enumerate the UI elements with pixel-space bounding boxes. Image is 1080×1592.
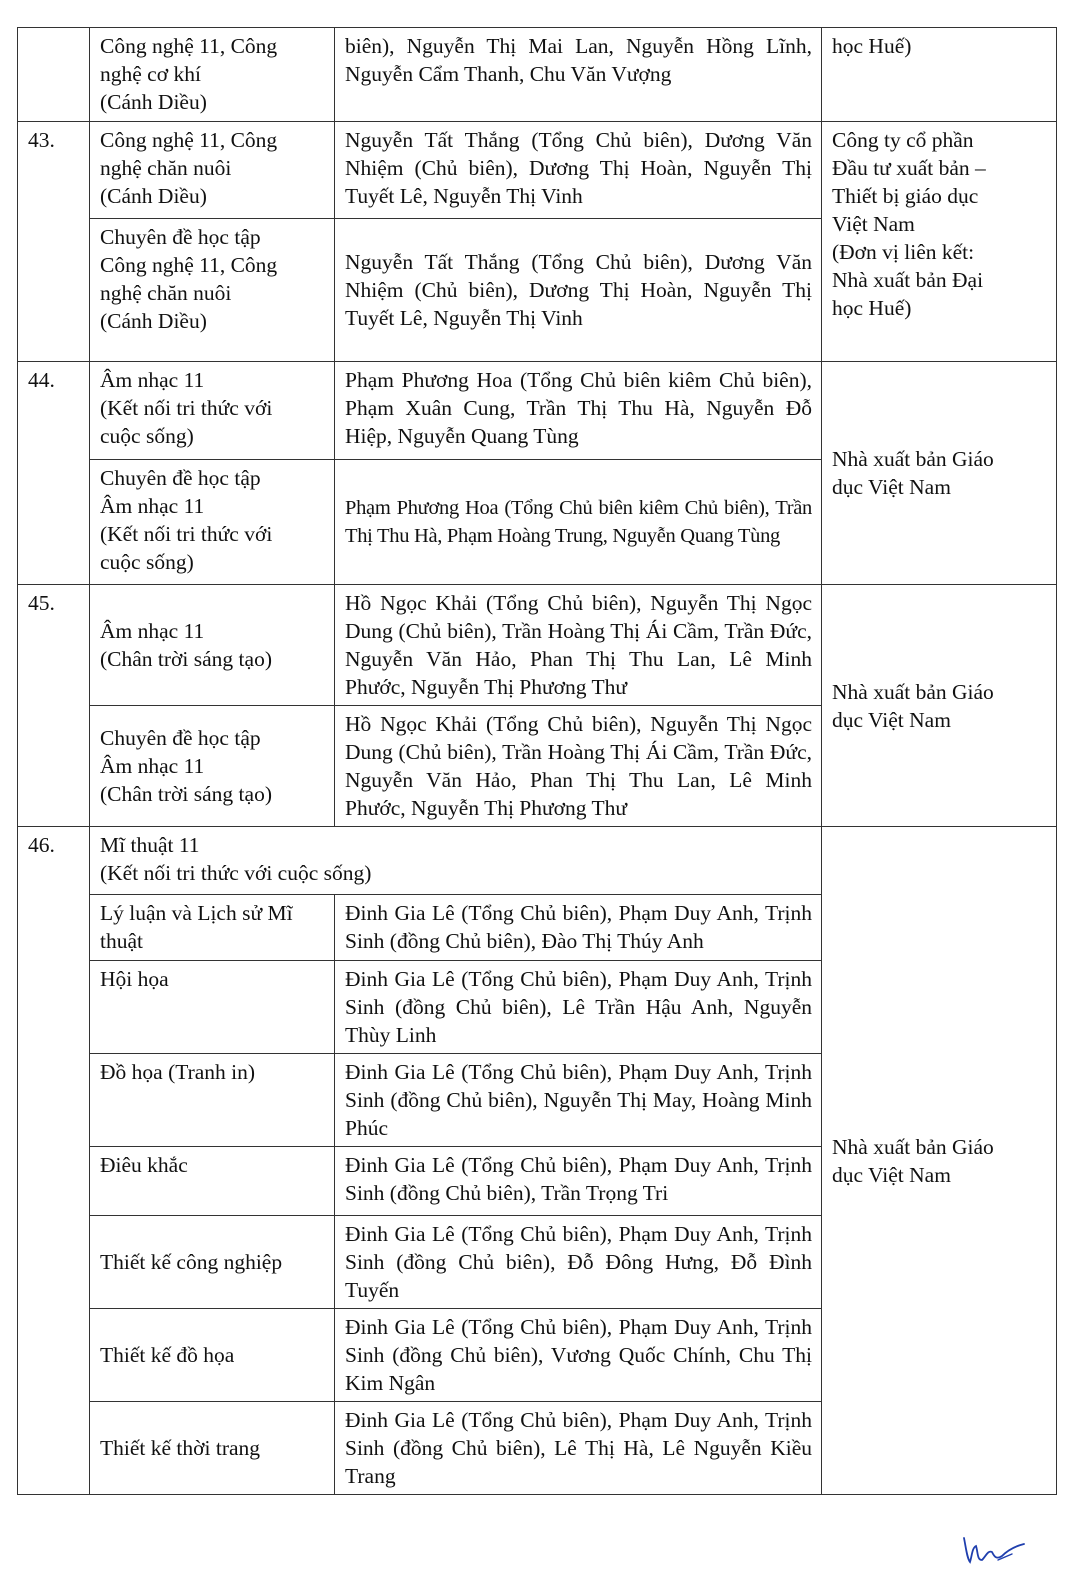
authors: Đinh Gia Lê (Tổng Chủ biên), Phạm Duy Anh, Trịnh Sinh (đồng Chủ biên), Vương Quốc Chính, Chu Thị Kim Ngân xyxy=(335,1309,822,1402)
row-number: 46. xyxy=(18,827,90,1495)
table-row-44 xyxy=(18,362,1057,460)
authors: Đinh Gia Lê (Tổng Chủ biên), Phạm Duy Anh, Trịnh Sinh (đồng Chủ biên), Trần Trọng Tri xyxy=(335,1147,822,1216)
table-row-46 xyxy=(18,827,1057,895)
authors: Đinh Gia Lê (Tổng Chủ biên), Phạm Duy Anh, Trịnh Sinh (đồng Chủ biên), Lê Thị Hà, Lê Nguyễn Kiều Trang xyxy=(335,1402,822,1495)
sub-book-title: Thiết kế thời trang xyxy=(90,1402,335,1495)
sub-book-title: Hội họa xyxy=(90,961,335,1054)
authors: Nguyễn Tất Thắng (Tổng Chủ biên), Dương Văn Nhiệm (Chủ biên), Dương Thị Hoàn, Nguyễn Thị Tuyết Lê, Nguyễn Thị Vinh xyxy=(335,219,822,362)
book-title: Âm nhạc 11 (Chân trời sáng tạo) xyxy=(90,585,335,706)
authors: Đinh Gia Lê (Tổng Chủ biên), Phạm Duy Anh, Trịnh Sinh (đồng Chủ biên), Nguyễn Thị May, Hoàng Minh Phúc xyxy=(335,1054,822,1147)
sub-book-title: Đồ họa (Tranh in) xyxy=(90,1054,335,1147)
publisher: Nhà xuất bản Giáo dục Việt Nam xyxy=(822,827,1057,1495)
sub-book-title: Lý luận và Lịch sử Mĩ thuật xyxy=(90,895,335,961)
authors: Nguyễn Tất Thắng (Tổng Chủ biên), Dương Văn Nhiệm (Chủ biên), Dương Thị Hoàn, Nguyễn Thị Tuyết Lê, Nguyễn Thị Vinh xyxy=(335,122,822,219)
sub-book-title: Thiết kế đồ họa xyxy=(90,1309,335,1402)
row-number: 45. xyxy=(18,585,90,827)
row-number: 43. xyxy=(18,122,90,362)
publisher: học Huế) xyxy=(822,28,1057,122)
book-title: Chuyên đề học tập Âm nhạc 11 (Kết nối tri thức với cuộc sống) xyxy=(90,460,335,585)
textbook-table xyxy=(17,27,1057,1495)
authors: Hồ Ngọc Khải (Tổng Chủ biên), Nguyễn Thị Ngọc Dung (Chủ biên), Trần Hoàng Thị Ái Cầm, Trần Đức, Nguyễn Văn Hảo, Phan Thị Thu Lan, Lê Minh Phước, Nguyễn Thị Phương Thư xyxy=(335,585,822,706)
authors: Đinh Gia Lê (Tổng Chủ biên), Phạm Duy Anh, Trịnh Sinh (đồng Chủ biên), Đỗ Đông Hưng, Đỗ Đình Tuyến xyxy=(335,1216,822,1309)
publisher: Nhà xuất bản Giáo dục Việt Nam xyxy=(822,585,1057,827)
publisher: Nhà xuất bản Giáo dục Việt Nam xyxy=(822,362,1057,585)
signature-initial xyxy=(958,1530,1028,1570)
sub-book-title: Điêu khắc xyxy=(90,1147,335,1216)
table-row-45 xyxy=(18,585,1057,706)
book-title: Âm nhạc 11 (Kết nối tri thức với cuộc sống) xyxy=(90,362,335,460)
authors: Phạm Phương Hoa (Tổng Chủ biên kiêm Chủ biên), Phạm Xuân Cung, Trần Thị Thu Hà, Nguyễn Đỗ Hiệp, Nguyễn Quang Tùng xyxy=(335,362,822,460)
authors: Hồ Ngọc Khải (Tổng Chủ biên), Nguyễn Thị Ngọc Dung (Chủ biên), Trần Hoàng Thị Ái Cầm, Trần Đức, Nguyễn Văn Hảo, Phan Thị Thu Lan, Lê Minh Phước, Nguyễn Thị Phương Thư xyxy=(335,706,822,827)
row-number-cell xyxy=(18,28,90,122)
book-title: Chuyên đề học tập Công nghệ 11, Công nghệ chăn nuôi (Cánh Diều) xyxy=(90,219,335,362)
authors: Phạm Phương Hoa (Tổng Chủ biên kiêm Chủ biên), Trần Thị Thu Hà, Phạm Hoàng Trung, Nguyễn Quang Tùng xyxy=(335,460,822,585)
book-title: Mĩ thuật 11 (Kết nối tri thức với cuộc sống) xyxy=(90,827,822,895)
authors: Đinh Gia Lê (Tổng Chủ biên), Phạm Duy Anh, Trịnh Sinh (đồng Chủ biên), Đào Thị Thúy Anh xyxy=(335,895,822,961)
publisher: Công ty cổ phần Đầu tư xuất bản – Thiết bị giáo dục Việt Nam (Đơn vị liên kết: Nhà xuất bản Đại học Huế) xyxy=(822,122,1057,362)
table-row-continued xyxy=(18,28,1057,122)
book-title: Chuyên đề học tập Âm nhạc 11 (Chân trời sáng tạo) xyxy=(90,706,335,827)
book-title: Công nghệ 11, Công nghệ cơ khí (Cánh Diều) xyxy=(90,28,335,122)
authors: Đinh Gia Lê (Tổng Chủ biên), Phạm Duy Anh, Trịnh Sinh (đồng Chủ biên), Lê Trần Hậu Anh, Nguyễn Thùy Linh xyxy=(335,961,822,1054)
book-title: Công nghệ 11, Công nghệ chăn nuôi (Cánh Diều) xyxy=(90,122,335,219)
row-number: 44. xyxy=(18,362,90,585)
sub-book-title: Thiết kế công nghiệp xyxy=(90,1216,335,1309)
authors: biên), Nguyễn Thị Mai Lan, Nguyễn Hồng Lĩnh, Nguyễn Cẩm Thanh, Chu Văn Vượng xyxy=(335,28,822,122)
table-row-43 xyxy=(18,122,1057,219)
